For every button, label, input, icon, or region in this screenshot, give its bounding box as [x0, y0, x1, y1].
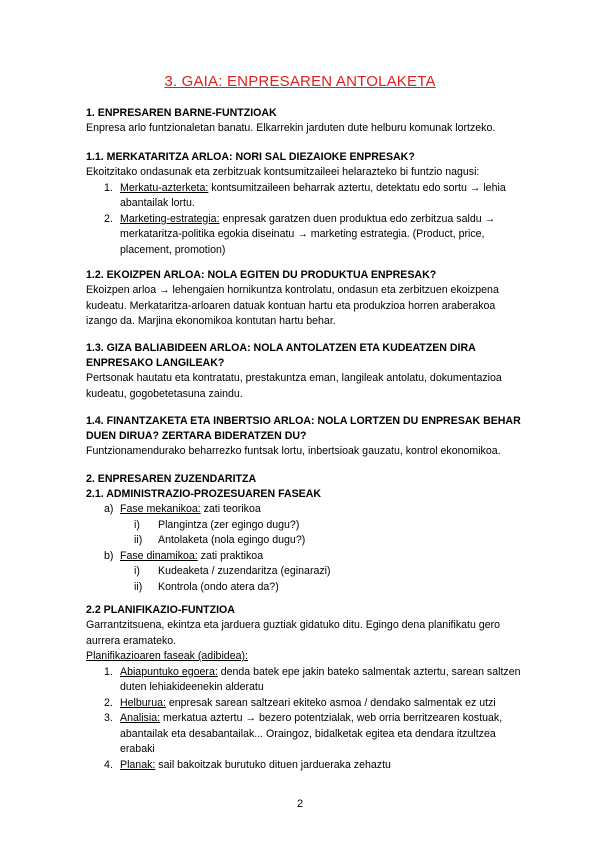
list-item: 3. Analisia: merkatua aztertu → bezero potentzialak, web orria berritzearen kostuak, abantailak eta desabantailak... Oraingoz, bidalketak egitea eta dendara itzultzea erabaki	[104, 712, 503, 755]
list-item: ii) Antolaketa (nola egingo dugu?)	[134, 534, 306, 546]
phases-label: Planifikazioaren faseak (adibidea):	[86, 650, 248, 662]
list-item: 2. Helburua: enpresak sarean saltzeari ekiteko asmoa / dendako salmentak ez utzi	[104, 696, 496, 709]
list-item: b) Fase dinamikoa: zati praktikoa	[104, 549, 264, 562]
list-item: a) Fase mekanikoa: zati teorikoa	[104, 503, 261, 515]
list-item: ii) Kontrola (ondo atera da?)	[134, 580, 279, 593]
section-heading: 2.2 PLANIFIKAZIO-FUNTZIOA	[86, 604, 235, 616]
page-number: 2	[296, 798, 304, 810]
paragraph: Ekoizpen arloa → lehengaien hornikuntza kontrolatu, ondasun eta zerbitzuen ekoizpena kudeatu. Merkataritza-arloaren datuak kontuan hartu eta produkzioa horren araberakoa izango da. Marjina ekonomikoa kontutan hartu behar.	[86, 284, 499, 327]
subsection-heading: 2.1. ADMINISTRAZIO-PROZESUAREN FASEAK	[86, 488, 322, 500]
numbered-list	[86, 181, 526, 259]
list-item: i) Plangintza (zer egingo dugu?)	[134, 518, 300, 531]
section-1-1	[86, 150, 526, 258]
page-title: 3. GAIA: ENPRESAREN ANTOLAKETA	[164, 73, 436, 90]
section-heading: 1. ENPRESAREN BARNE-FUNTZIOAK	[86, 107, 277, 119]
section-2	[86, 472, 526, 595]
list-item: i) Kudeaketa / zuzendaritza (eginarazi)	[134, 565, 331, 577]
section-heading: 1.2. EKOIZPEN ARLOA: NOLA EGITEN DU PRODUKTUA ENPRESAK?	[86, 269, 437, 281]
section-heading: 1.3. GIZA BALIABIDEEN ARLOA: NOLA ANTOLATZEN ETA KUDEATZEN DIRA ENPRESAKO LANGILEAK?	[86, 342, 476, 369]
list-item: 2. Marketing-estrategia: enpresak garatzen duen produktua edo zerbitzua saldu → merkataritza-politika egokia diseinatu → marketing estrategia. (Product, price, placement, promotion)	[104, 212, 496, 256]
section-1	[86, 106, 526, 137]
section-heading: 1.1. MERKATARITZA ARLOA: NORI SAL DIEZAIOKE ENPRESAK?	[86, 151, 415, 163]
term: Marketing-estrategia:	[120, 212, 220, 225]
paragraph: Garrantzitsuena, ekintza eta jarduera guztiak gidatuko ditu. Egingo dena planifikatu gero aurrera eramateko.	[86, 619, 501, 647]
term: Merkatu-azterketa:	[120, 181, 209, 194]
list-item: 4. Planak: sail bakoitzak burutuko dituen jardueraka zehaztu	[104, 758, 391, 771]
section-1-2	[86, 268, 526, 330]
numbered-list	[86, 665, 526, 774]
section-heading: 1.4. FINANTZAKETA ETA INBERTSIO ARLOA: NOLA LORTZEN DU ENPRESAK BEHAR DUEN DIRUA? ZERTARA BIDERATZEN DU?	[86, 415, 521, 442]
paragraph: Enpresa arlo funtzionaletan banatu. Elkarrekin jarduten dute helburu komunak lortzeko.	[86, 122, 496, 134]
section-1-4	[86, 414, 526, 460]
paragraph: Funtzionamendurako beharrezko funtsak lortu, inbertsioak gauzatu, kontrol ekonomikoa.	[86, 445, 501, 457]
section-2-2	[86, 603, 526, 773]
list-item: 1. Abiapuntuko egoera: denda batek epe jakin bateko salmentak aztertu, sarean saltzen duten lehiakideenekin alderatu	[104, 665, 521, 693]
list-item: 1. Merkatu-azterketa: kontsumitzaileen beharrak aztertu, detektatu edo sortu → lehia abantailak lortu.	[104, 181, 506, 209]
paragraph: Ekoitzitako ondasunak eta zerbitzuak kontsumitzaileei helarazteko bi funtzio nagusi:	[86, 166, 480, 178]
section-heading: 2. ENPRESAREN ZUZENDARITZA	[86, 473, 257, 485]
section-1-3	[86, 341, 526, 402]
paragraph: Pertsonak hautatu eta kontratatu, prestakuntza eman, langileak antolatu, dokumentazioa kudeatu, gogobetetasuna zaindu.	[86, 372, 502, 400]
